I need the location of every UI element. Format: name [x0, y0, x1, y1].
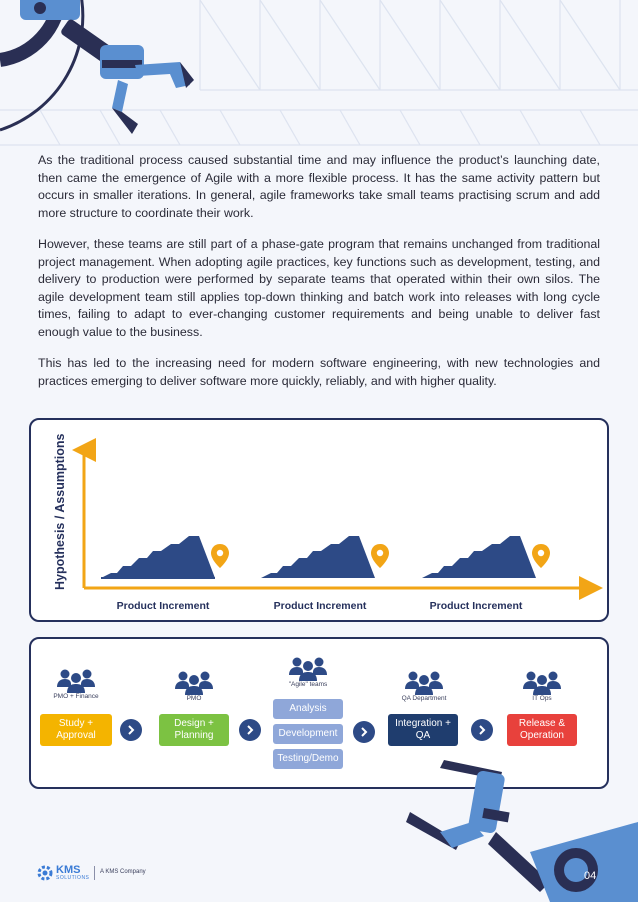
- paragraph-3: This has led to the increasing need for modern software engineering, with new technologies and practices emerging to deliver software more quickly, reliably, and with higher quality.: [38, 356, 600, 388]
- stage-integration-qa: Integration + QA: [388, 714, 458, 746]
- team-pmo: [155, 669, 233, 702]
- team-label: IT Ops: [532, 695, 552, 702]
- page-number: 04: [584, 870, 597, 882]
- team-label: PMO + Finance: [53, 693, 99, 700]
- company-tagline: A KMS Company: [100, 869, 146, 875]
- chevron-right-icon: [239, 719, 261, 741]
- team-agile: [269, 655, 347, 688]
- increment-label-2: Product Increment: [273, 600, 367, 612]
- robot-arm-illustration-top: [0, 0, 240, 160]
- chevron-right-icon: [120, 719, 142, 741]
- increment-label-3: Product Increment: [429, 600, 523, 612]
- body-text: [38, 152, 600, 404]
- stage-design-planning: Design + Planning: [159, 714, 229, 746]
- people-group-icon: [56, 667, 96, 693]
- increment-mountain-2: [261, 536, 375, 578]
- stage-release-operation: Release & Operation: [507, 714, 577, 746]
- team-it-ops: [503, 669, 581, 702]
- increment-mountain-3: [422, 536, 536, 578]
- people-group-icon: [174, 669, 214, 695]
- stage-development: Development: [273, 724, 343, 744]
- location-pin-icon: [532, 544, 550, 568]
- stage-testing-demo: Testing/Demo: [273, 749, 343, 769]
- logo-subtitle: SOLUTIONS: [56, 875, 90, 881]
- people-group-icon: [404, 669, 444, 695]
- chevron-right-icon: [353, 721, 375, 743]
- location-pin-icon: [211, 544, 229, 568]
- logo-divider: [94, 866, 95, 880]
- team-qa-department: [385, 669, 463, 702]
- paragraph-2: However, these teams are still part of a phase-gate program that remains unchanged from traditional project management. When adopting agile practices, key functions such as development, testing, and delivery to production were performed by separate teams that operated within their own silos. The agile development team still applies top-down thinking and batch work into releases with long cycle times, failing to adapt to ever-changing customer requirements and being unable to deliver fast enough value to the business.: [38, 237, 600, 339]
- robot-arm-illustration-bottom: [400, 752, 638, 902]
- increment-label-1: Product Increment: [116, 600, 210, 612]
- y-axis-label: Hypothesis / Assumptions: [53, 433, 67, 590]
- stage-analysis: Analysis: [273, 699, 343, 719]
- people-group-icon: [288, 655, 328, 681]
- increment-mountain-1: [101, 536, 215, 578]
- people-group-icon: [522, 669, 562, 695]
- logo-word: KMS: [56, 864, 81, 876]
- team-pmo-finance: [37, 667, 115, 700]
- paragraph-1: As the traditional process caused substantial time and may influence the product’s launching date, then came the emergence of Agile with a more flexible process. It has the same activity pattern but occurs in smaller iterations. In general, agile frameworks take small teams practising scrum and add more structure to coordinate their work.: [38, 153, 600, 220]
- agile-increment-diagram: [29, 418, 609, 622]
- team-label: QA Department: [401, 695, 447, 702]
- team-label: PMO: [186, 695, 202, 702]
- gear-icon: [36, 864, 54, 882]
- stage-study-approval: Study + Approval: [40, 714, 112, 746]
- location-pin-icon: [371, 544, 389, 568]
- team-label: "Agile" teams: [288, 681, 328, 688]
- chevron-right-icon: [471, 719, 493, 741]
- increment-chart: [31, 420, 607, 620]
